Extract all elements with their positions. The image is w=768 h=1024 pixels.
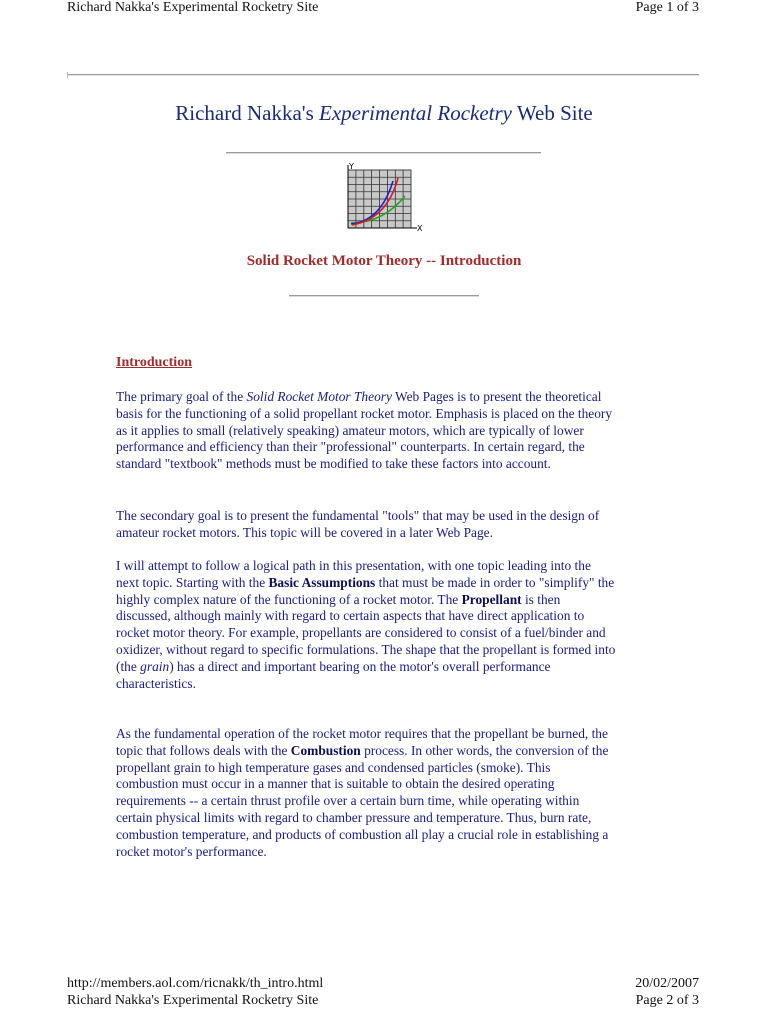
print-footer-page: Page 2 of 3 [635,993,699,1008]
site-title-emphasis: Experimental Rocketry [319,101,512,125]
bold-term-combustion: Combustion [290,742,361,758]
page-subtitle: Solid Rocket Motor Theory -- Introduction [246,253,522,269]
paragraph-text: As the fundamental operation of the rocket motor requires that the propellant be burned, the topic that follows deals with the [116,726,608,758]
site-title-suffix: Web Site [512,101,593,125]
paragraph-combustion [116,726,616,860]
subtitle-rule [289,295,479,297]
paragraph-text: Web Pages is to present the theoretical basis for the functioning of a solid propellant rocket motor. Emphasis is placed on the theory as it applies to small (relatively speaking) amateur motors, which are typically of lower performance and efficiency than their "professional" counterparts. In certain regard, the standard "textbook" methods must be modified to take these factors into account. [116,389,613,472]
paragraph-text: is then discussed, although mainly with regard to certain aspects that have direct application to rocket motor theory. For example, propellants are considered to consist of a fuel/binder and oxidizer, without regard to specific formulations. The shape that the propellant is formed into (the [116,591,616,674]
print-header-page: Page 1 of 3 [635,0,699,15]
paragraph-text: process. In other words, the conversion of the propellant grain to high temperature gases and condensed particles (smoke). This combustion must occur in a manner that is suitable to obtain the desired operating requirements -- a certain thrust profile over a certain burn time, while operating within certain physical limits with regard to chamber pressure and temperature. Thus, burn rate, combustion temperature, and products of combustion all play a crucial role in establishing a rocket motor's performance. [116,742,609,859]
paragraph-primary-goal [116,389,616,473]
paragraph-text: The primary goal of the [116,389,247,404]
print-header-site: Richard Nakka's Experimental Rocketry Site [67,0,319,15]
emphasis-term-grain: grain [140,658,170,674]
section-heading: Introduction [116,355,192,370]
bold-term-propellant: Propellant [461,591,522,607]
graph-x-label: X [417,224,423,233]
graph-y-label: Y [349,162,354,171]
print-footer-date: 20/02/2007 [635,976,699,991]
print-footer-url: http://members.aol.com/ricnakk/th_intro.html [67,976,324,991]
paragraph-text: I will attempt to follow a logical path in this presentation, with one topic leading into the next topic. Starting with the [116,558,591,590]
bold-term-basic-assumptions: Basic Assumptions [268,574,376,590]
paragraph-text: ) has a direct and important bearing on the motor's overall performance characteristics. [116,658,551,691]
print-footer-site: Richard Nakka's Experimental Rocketry Site [67,993,319,1008]
paragraph-logical-path [116,558,616,692]
emphasis-text: Solid Rocket Motor Theory [246,389,392,404]
site-title-prefix: Richard Nakka's [175,101,319,125]
title-rule [226,152,541,154]
paragraph-text: that must be made in order to "simplify" the highly complex nature of the functioning of a rocket motor. The [116,574,615,607]
header-rule [67,74,699,76]
site-title [0,101,768,126]
xy-graph-icon [343,161,425,233]
paragraph-secondary-goal: The secondary goal is to present the fundamental "tools" that may be used in the design of amateur rocket motors. This topic will be covered in a later Web Page. [116,508,600,540]
header-rule-tick [67,72,68,78]
